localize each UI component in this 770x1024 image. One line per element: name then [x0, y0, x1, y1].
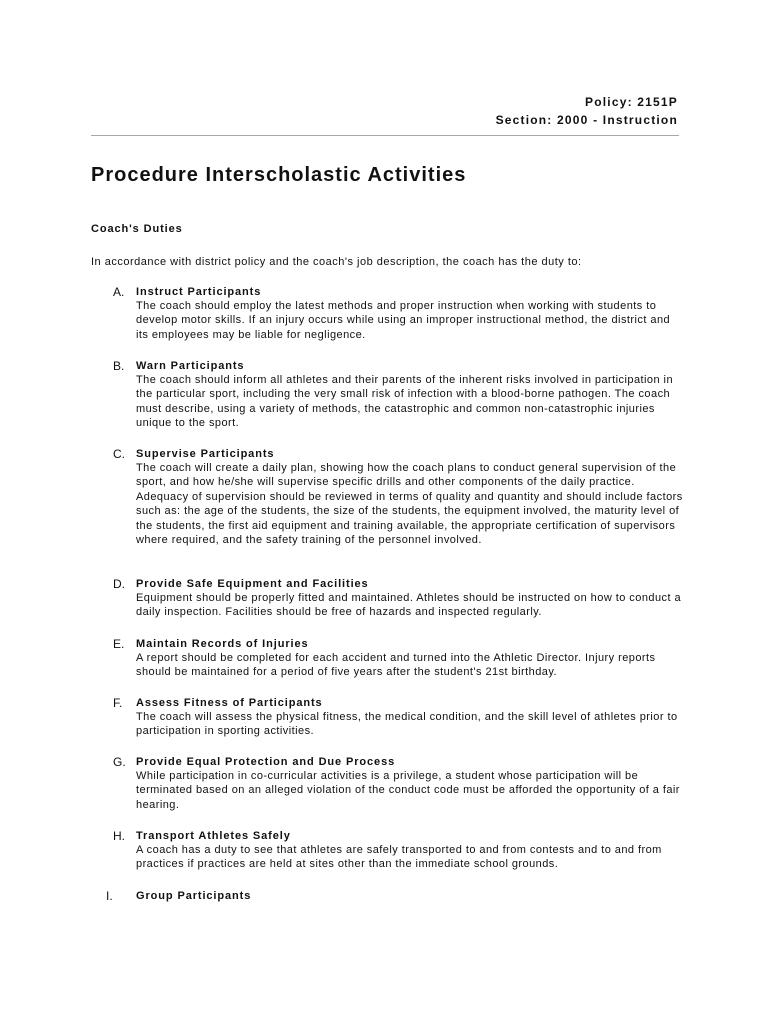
- duty-title: Supervise Participants: [136, 448, 275, 460]
- page-title: Procedure Interscholastic Activities: [91, 164, 467, 186]
- policy-section: Section: 2000 - Instruction: [495, 113, 678, 127]
- header-divider: [91, 135, 679, 136]
- duty-letter: D.: [113, 577, 125, 591]
- duty-title: Instruct Participants: [136, 286, 262, 298]
- duty-title: Provide Equal Protection and Due Process: [136, 756, 396, 768]
- duty-title: Maintain Records of Injuries: [136, 638, 309, 650]
- policy-header: [496, 93, 678, 129]
- duty-letter: H.: [113, 829, 125, 843]
- duty-letter: F.: [113, 696, 123, 710]
- duty-text: The coach should employ the latest methods and proper instruction when working with students to develop motor skills. If an injury occurs while using an improper instructional method, the district and its employees may be liable for negligence.: [136, 300, 671, 341]
- duty-title: Group Participants: [136, 890, 252, 902]
- policy-number: Policy: 2151P: [585, 95, 678, 109]
- duty-title: Warn Participants: [136, 360, 245, 372]
- duty-text: The coach should inform all athletes and their parents of the inherent risks involved in participation in the particular sport, including the very small risk of infection with a blood-borne pathogen. The coach must describe, using a variety of methods, the catastrophic and common non-catastrophic injuries unique to the sport.: [136, 374, 674, 430]
- duty-title: Provide Safe Equipment and Facilities: [136, 578, 369, 590]
- duty-text: The coach will assess the physical fitness, the medical condition, and the skill level of athletes prior to participation in sporting activities.: [136, 711, 678, 738]
- duty-letter: I.: [106, 889, 113, 903]
- duty-letter: C.: [113, 447, 125, 461]
- duty-letter: A.: [113, 285, 125, 299]
- duty-letter: E.: [113, 637, 125, 651]
- duty-text: A coach has a duty to see that athletes are safely transported to and from contests and to and from practices if practices are held at sites other than the immediate school grounds.: [136, 844, 662, 871]
- duty-title: Assess Fitness of Participants: [136, 697, 323, 709]
- duty-letter: G.: [113, 755, 126, 769]
- duty-letter: B.: [113, 359, 125, 373]
- duty-title: Transport Athletes Safely: [136, 830, 291, 842]
- duty-text: Equipment should be properly fitted and maintained. Athletes should be instructed on how to conduct a daily inspection. Facilities should be free of hazards and inspected regularly.: [136, 592, 682, 619]
- intro-paragraph: In accordance with district policy and the coach's job description, the coach has the duty to:: [91, 256, 582, 268]
- duty-text: The coach will create a daily plan, showing how the coach plans to conduct general supervision of the sport, and how he/she will supervise specific drills and other components of the daily practice. Adequacy of supervision should be reviewed in terms of quality and quantity and should include factors such as: the age of the students, the size of the students, the equipment involved, the maturity level of the students, the first aid equipment and training available, the appropriate certification of supervisors where required, and the safety training of the personnel involved.: [136, 462, 683, 547]
- duty-text: A report should be completed for each accident and turned into the Athletic Director. Injury reports should be maintained for a period of five years after the student's 21st birthday.: [136, 652, 656, 679]
- section-heading: Coach's Duties: [91, 223, 183, 235]
- duty-text: While participation in co-curricular activities is a privilege, a student whose participation will be terminated based on an alleged violation of the conduct code must be afforded the opportunity of a fair hearing.: [136, 770, 680, 811]
